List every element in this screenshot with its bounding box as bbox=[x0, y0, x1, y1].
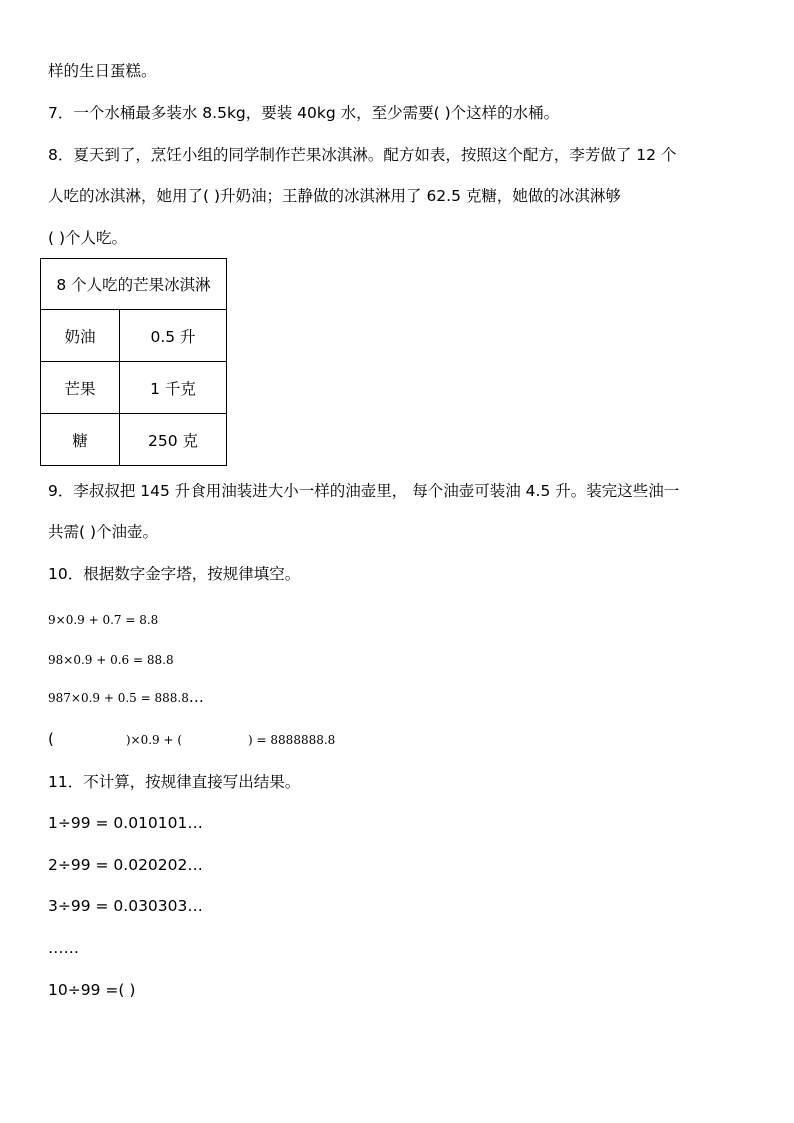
question-9-line-2: 共需( )个油壶。 bbox=[48, 523, 159, 541]
question-7: 7．一个水桶最多装水 8.5kg，要装 40kg 水，至少需要( )个这样的水桶。 bbox=[48, 104, 560, 122]
table-row bbox=[41, 362, 227, 414]
division-row-2: 2÷99 = 0.020202… bbox=[48, 856, 203, 874]
pyramid-row-3-ellipsis: … bbox=[188, 688, 204, 706]
pyramid-row-2: 98×0.9 + 0.6 = 88.8 bbox=[48, 653, 174, 667]
recipe-table bbox=[40, 258, 227, 466]
question-8-line-3: ( )个人吃。 bbox=[48, 229, 128, 247]
question-9-line-1: 9．李叔叔把 145 升食用油装进大小一样的油壶里， 每个油壶可装油 4.5 升。装完这些油一 bbox=[48, 482, 680, 500]
recipe-amount: 250 克 bbox=[120, 414, 227, 466]
recipe-item: 奶油 bbox=[41, 310, 120, 362]
recipe-amount: 1 千克 bbox=[120, 362, 227, 414]
recipe-item: 糖 bbox=[41, 414, 120, 466]
pyramid-result: ) = 8888888.8 bbox=[248, 733, 336, 747]
pyramid-row-3-equation: 987×0.9 + 0.5 = 888.8 bbox=[48, 691, 189, 705]
division-row-3: 3÷99 = 0.030303… bbox=[48, 897, 203, 915]
division-row-10: 10÷99 =( ) bbox=[48, 981, 136, 999]
question-10: 10．根据数字金字塔，按规律填空。 bbox=[48, 565, 301, 583]
pyramid-blank-1-open: ( bbox=[48, 730, 54, 748]
pyramid-row-3 bbox=[48, 689, 204, 706]
recipe-item: 芒果 bbox=[41, 362, 120, 414]
pyramid-row-4 bbox=[48, 731, 335, 748]
table-row bbox=[41, 414, 227, 466]
question-8-line-1: 8．夏天到了，烹饪小组的同学制作芒果冰淇淋。配方如表，按照这个配方，李芳做了 12 个 bbox=[48, 146, 677, 164]
recipe-table-title: 8 个人吃的芒果冰淇淋 bbox=[41, 259, 227, 310]
pyramid-row-1: 9×0.9 + 0.7 = 8.8 bbox=[48, 613, 159, 627]
division-row-1: 1÷99 = 0.010101… bbox=[48, 814, 203, 832]
continued-text: 样的生日蛋糕。 bbox=[48, 62, 157, 80]
recipe-amount: 0.5 升 bbox=[120, 310, 227, 362]
question-8-line-2: 人吃的冰淇淋，她用了( )升奶油；王静做的冰淇淋用了 62.5 克糖，她做的冰淇淋够 bbox=[48, 187, 621, 205]
pyramid-middle: )×0.9 + ( bbox=[125, 733, 183, 747]
table-row bbox=[41, 310, 227, 362]
ellipsis-row: …… bbox=[48, 939, 79, 957]
question-11: 11．不计算，按规律直接写出结果。 bbox=[48, 773, 301, 791]
